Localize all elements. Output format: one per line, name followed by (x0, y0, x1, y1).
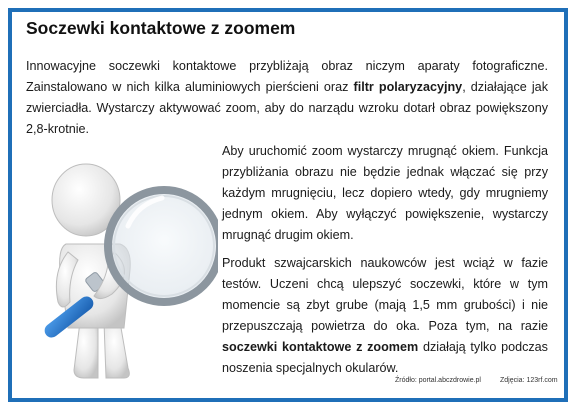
source-credit: Źródło: portal.abczdrowie.pl (395, 377, 481, 384)
intro-text-b: , działające jak zwierciadła. Wystarczy aktywować zoom, aby do narządu wzroku dotarł obraz powiększony 2,8-krotnie. (26, 80, 548, 136)
testing-text-bold: soczewki kontaktowe z zoomem (222, 340, 419, 354)
paragraph-zoom-activation: Aby uruchomić zoom wystarczy mrugnąć okiem. Funkcja przybliżania obrazu nie będzie jednak włączać się przy każdym mrugnięciu, lecz dopiero wtedy, gdy mrugniemy jednym okiem. Aby wyłączyć powiększenie, wystarczy mrugnąć drugim okiem. (222, 144, 548, 242)
photo-credit: Zdjęcia: 123rf.com (500, 377, 558, 384)
person-with-magnifying-glass-icon (28, 152, 218, 384)
intro-paragraph (26, 56, 548, 140)
intro-text-bold: filtr polaryzacyjny (353, 80, 463, 94)
testing-text-b: działają tylko podczas noszenia specjalnych okularów. (222, 340, 548, 375)
testing-text-a: Produkt szwajcarskich naukowców jest wciąż w fazie testów. Uczeni chcą ulepszyć soczewki, które w tym momencie są zbyt grube (mają 1,5 mm grubości) i nie przepuszczają powietrza do oka. Poza tym, na razie (222, 256, 548, 333)
article-title: Soczewki kontaktowe z zoomem (26, 18, 296, 38)
intro-text-a: Innowacyjne soczewki kontaktowe przybliżają obraz niczym aparaty fotograficzne. Zainstalowano w nich kilka aluminiowych pierścieni oraz (26, 59, 548, 94)
right-column (222, 141, 548, 386)
paragraph-testing (222, 253, 548, 379)
